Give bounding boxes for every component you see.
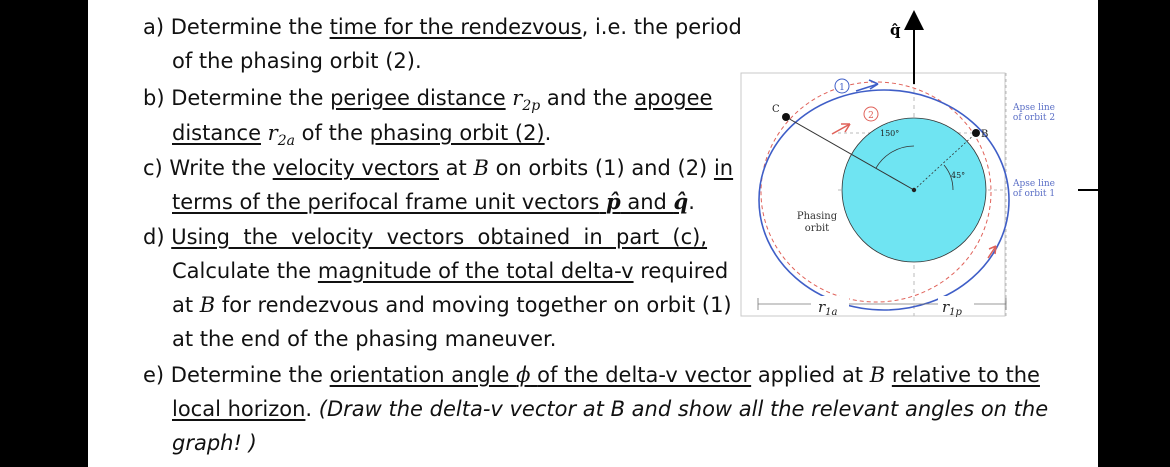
orbit-2-tag: 2 (868, 111, 874, 121)
angle-45-label: 45° (951, 171, 966, 180)
text: at (172, 293, 200, 317)
symbol-B: B (869, 363, 886, 387)
italic-text: (Draw the delta-v vector at B and show all the relevant angles on the (318, 397, 1049, 421)
orbit-diagram (738, 0, 1148, 335)
text: Determine the (164, 86, 331, 110)
question-c-line2 (172, 185, 695, 219)
text: applied at (751, 363, 870, 387)
p-hat-symbol: p̂ (605, 189, 621, 214)
text: . (688, 190, 695, 214)
question-e-line2 (172, 392, 1048, 426)
phi-symbol: ϕ (516, 363, 531, 387)
angle-150-label: 150° (880, 129, 900, 138)
r-symbol: r (942, 298, 950, 316)
text: of the (294, 121, 370, 145)
question-d-label: d) (143, 225, 165, 249)
subscript: 2p (522, 98, 541, 115)
orbit-1-arrow-head (869, 80, 878, 89)
underlined-text: velocity vectors (272, 156, 439, 180)
question-d-line1 (143, 220, 707, 254)
underlined-text: Using the velocity vectors obtained in part (c), (171, 225, 708, 249)
underlined-text: of the delta-v vector (537, 363, 752, 387)
apse-2-label-line2: of orbit 2 (1012, 113, 1056, 123)
question-a-line1 (143, 10, 742, 44)
apse-2-label-line1: Apse line (1013, 103, 1055, 113)
symbol-r: r (267, 121, 278, 145)
text: for rendezvous and moving together on orbit (1) (215, 293, 732, 317)
underlined-text: orientation angle (329, 363, 510, 387)
text: and the (540, 86, 635, 110)
underlined-text: local horizon (172, 397, 306, 421)
question-e-line3 (172, 426, 257, 460)
apse-1-label-line1: Apse line (1013, 179, 1055, 189)
symbol-r: r (512, 86, 523, 110)
underlined-text: phasing orbit (2) (369, 121, 545, 145)
question-d-line4 (172, 322, 556, 356)
question-c-line1 (143, 151, 733, 185)
point-C-dot (782, 113, 790, 121)
text: . (544, 121, 552, 145)
point-B-dot (972, 129, 980, 137)
text: of the phasing orbit (2). (172, 49, 422, 73)
left-black-margin (0, 0, 88, 467)
text: Calculate the (172, 259, 318, 283)
question-e-label: e) (143, 363, 165, 387)
text: at the end of the phasing maneuver. (172, 327, 557, 351)
subscript: 2a (277, 133, 295, 150)
underlined-text: in (713, 156, 734, 180)
question-c-label: c) (143, 156, 163, 180)
text: required (633, 259, 729, 283)
underlined-text: perigee distance (330, 86, 506, 110)
point-C-label: C (772, 104, 780, 115)
question-d-line3 (172, 288, 732, 322)
q-hat-label: q̂ (890, 21, 901, 39)
text: Write the (162, 156, 273, 180)
text: and (620, 190, 674, 214)
r-symbol: r (818, 298, 826, 316)
symbol-B: B (473, 156, 489, 180)
apse-1-label-line2: of orbit 1 (1012, 189, 1056, 199)
p-hat-label: p̂ (1116, 208, 1127, 226)
text: Determine the (164, 363, 330, 387)
symbol-B: B (199, 293, 216, 317)
text: . (305, 397, 319, 421)
underlined-text: magnitude of the total delta-v (317, 259, 634, 283)
question-d-line2 (172, 254, 728, 288)
italic-text: graph! ) (172, 431, 257, 455)
underlined-text: relative to the (891, 363, 1040, 387)
text: Determine the (164, 15, 330, 39)
underlined-text: apogee (634, 86, 713, 110)
point-B-label: B (981, 129, 989, 140)
phasing-label-line1: Phasing (796, 211, 838, 222)
focus-dot (912, 188, 916, 192)
question-a-label: a) (143, 15, 165, 39)
underlined-text: distance (172, 121, 261, 145)
phasing-label-line2: orbit (804, 223, 830, 234)
underlined-text: terms of the perifocal frame unit vectors (172, 190, 600, 214)
orbit-1-tag: 1 (839, 83, 845, 93)
question-b-label: b) (143, 86, 165, 110)
r1p-subscript: 1p (949, 307, 962, 318)
underlined-text: time for the rendezvous (329, 15, 582, 39)
text: on orbits (1) and (2) (488, 156, 714, 180)
text: at (439, 156, 474, 180)
question-e-line1 (143, 358, 1040, 392)
q-hat-symbol: q̂ (673, 189, 689, 214)
r1a-subscript: 1a (825, 307, 838, 318)
question-a-line2 (172, 44, 422, 78)
text: , i.e. the period (581, 15, 742, 39)
